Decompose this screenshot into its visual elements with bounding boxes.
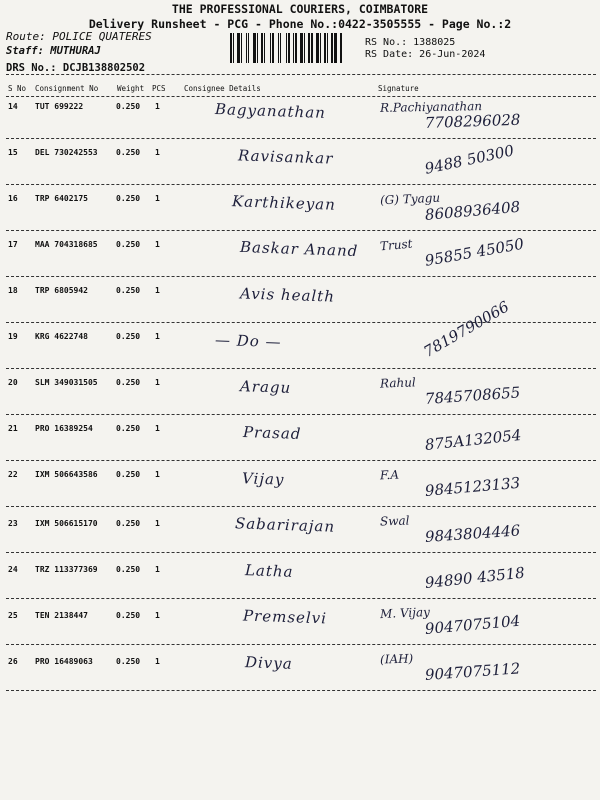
row-sno: 18 — [8, 286, 18, 295]
row-weight: 0.250 — [116, 565, 141, 574]
barcode-bar — [253, 33, 256, 63]
rs-date: RS Date: 26-Jun-2024 — [365, 49, 486, 60]
barcode-bar — [235, 33, 236, 63]
route-label: Route: POLICE QUATERES — [6, 30, 152, 43]
row-consignee-handwriting: Sabarirajan — [234, 514, 336, 536]
drs-number: DRS No.: DCJB138802502 — [6, 62, 146, 74]
row-consignment-no: IXM 506643586 — [35, 470, 98, 479]
barcode-bar — [329, 33, 330, 63]
row-weight: 0.250 — [116, 148, 141, 157]
row-pcs: 1 — [155, 611, 160, 620]
row-sno: 26 — [8, 657, 18, 666]
row-sno: 25 — [8, 611, 18, 620]
barcode-bar — [338, 33, 339, 63]
barcode-bar — [327, 33, 328, 63]
row-sno: 23 — [8, 519, 18, 528]
row-divider — [6, 644, 596, 645]
barcode-bar — [233, 33, 234, 63]
row-consignment-no: TRP 6402175 — [35, 194, 88, 203]
staff-label: Staff: MUTHURAJ — [6, 45, 101, 57]
barcode-bar — [286, 33, 287, 63]
barcode-bar — [293, 33, 294, 63]
col-header-pcs: PCS — [152, 84, 166, 93]
row-phone-handwriting: 875A132054 — [424, 425, 523, 454]
row-divider — [6, 138, 596, 139]
barcode-bar — [324, 33, 326, 63]
row-phone-handwriting: 7708296028 — [424, 110, 521, 132]
row-consignment-no: IXM 506615170 — [35, 519, 98, 528]
row-weight: 0.250 — [116, 286, 141, 295]
row-consignee-handwriting: Latha — [244, 561, 294, 581]
col-header-consignee: Consignee Details — [184, 84, 261, 93]
header-divider-bottom — [6, 96, 596, 97]
barcode-bar — [334, 33, 337, 63]
barcode-bar — [282, 33, 285, 63]
row-consignee-handwriting: Divya — [244, 653, 294, 673]
row-consignee-handwriting: — Do — — [214, 330, 282, 352]
barcode-bar — [280, 33, 281, 63]
col-header-weight: Weight — [117, 84, 145, 93]
row-consignment-no: DEL 730242553 — [35, 148, 98, 157]
barcode-bar — [272, 33, 274, 63]
barcode-bar — [243, 33, 245, 63]
row-sno: 22 — [8, 470, 18, 479]
row-divider — [6, 322, 596, 323]
row-divider — [6, 690, 596, 691]
row-consignment-no: KRG 4622748 — [35, 332, 88, 341]
row-phone-handwriting: 8608936408 — [424, 197, 521, 224]
barcode-bar — [246, 33, 247, 63]
col-header-signature: Signature — [378, 84, 419, 93]
row-consignment-no: TUT 699222 — [35, 102, 84, 111]
row-signature: Swal — [379, 513, 410, 529]
barcode-bar — [257, 33, 258, 63]
barcode-bar — [230, 33, 232, 63]
row-consignee-handwriting: Karthikeyan — [231, 192, 337, 214]
row-signature: Trust — [379, 236, 414, 254]
row-divider — [6, 414, 596, 415]
row-signature: (G) Tyagu — [379, 190, 441, 208]
col-header-consignment: Consignment No — [35, 84, 99, 93]
row-consignment-no: PRO 16389254 — [35, 424, 93, 433]
row-phone-handwriting: 7819790066 — [420, 297, 513, 361]
barcode-bar — [261, 33, 263, 63]
row-pcs: 1 — [155, 378, 160, 387]
barcode-bar — [300, 33, 303, 63]
row-consignment-no: TRP 6805942 — [35, 286, 88, 295]
barcode-bar — [291, 33, 292, 63]
row-phone-handwriting: 95855 45050 — [423, 234, 526, 270]
barcode-bar — [259, 33, 260, 63]
barcode-bar — [314, 33, 315, 63]
barcode-bar — [270, 33, 271, 63]
barcode-bar — [308, 33, 310, 63]
barcode-bar — [311, 33, 313, 63]
barcode-bar — [288, 33, 290, 63]
barcode-bar — [241, 33, 242, 63]
row-pcs: 1 — [155, 424, 160, 433]
row-consignment-no: TRZ 113377369 — [35, 565, 98, 574]
row-consignment-no: MAA 704318685 — [35, 240, 98, 249]
row-pcs: 1 — [155, 148, 160, 157]
barcode-bar — [250, 33, 252, 63]
row-phone-handwriting: 94890 43518 — [424, 563, 526, 592]
row-weight: 0.250 — [116, 519, 141, 528]
row-pcs: 1 — [155, 332, 160, 341]
row-pcs: 1 — [155, 102, 160, 111]
row-weight: 0.250 — [116, 424, 141, 433]
row-consignment-no: PRO 16489063 — [35, 657, 93, 666]
barcode-bar — [298, 33, 299, 63]
row-weight: 0.250 — [116, 611, 141, 620]
header-divider-top — [6, 74, 596, 75]
row-weight: 0.250 — [116, 470, 141, 479]
row-divider — [6, 276, 596, 277]
row-sno: 19 — [8, 332, 18, 341]
row-consignee-handwriting: Baskar Anand — [239, 237, 359, 261]
row-consignee-handwriting: Aragu — [239, 377, 292, 397]
row-divider — [6, 552, 596, 553]
runsheet-subtitle: Delivery Runsheet - PCG - Phone No.:0422-3505555 - Page No.:2 — [88, 17, 512, 31]
row-consignment-no: SLM 349031505 — [35, 378, 98, 387]
row-divider — [6, 230, 596, 231]
barcode-bar — [237, 33, 240, 63]
runsheet-title: THE PROFESSIONAL COURIERS, COIMBATORE — [171, 2, 429, 16]
barcode-bar — [316, 33, 319, 63]
row-pcs: 1 — [155, 565, 160, 574]
row-phone-handwriting: 7845708655 — [424, 383, 521, 408]
row-consignee-handwriting: Ravisankar — [237, 146, 334, 168]
row-pcs: 1 — [155, 470, 160, 479]
row-sno: 20 — [8, 378, 18, 387]
row-divider — [6, 506, 596, 507]
barcode-bar — [340, 33, 342, 63]
row-weight: 0.250 — [116, 332, 141, 341]
row-sno: 16 — [8, 194, 18, 203]
row-phone-handwriting: 9845123133 — [424, 473, 521, 500]
row-pcs: 1 — [155, 194, 160, 203]
row-sno: 17 — [8, 240, 18, 249]
barcode-bar — [278, 33, 279, 63]
barcode-bar — [266, 33, 269, 63]
row-signature: M. Vijay — [379, 604, 431, 622]
rs-number: RS No.: 1388025 — [365, 37, 456, 48]
barcode-bar — [306, 33, 307, 63]
row-weight: 0.250 — [116, 102, 141, 111]
row-pcs: 1 — [155, 240, 160, 249]
barcode-bar — [295, 33, 297, 63]
row-divider — [6, 598, 596, 599]
row-signature: R.Pachiyanathan — [379, 99, 483, 115]
col-header-sno: S No — [8, 84, 27, 93]
row-signature: (IAH) — [379, 651, 414, 667]
row-weight: 0.250 — [116, 657, 141, 666]
row-divider — [6, 184, 596, 185]
row-phone-handwriting: 9047075112 — [424, 659, 521, 684]
row-sno: 21 — [8, 424, 18, 433]
row-consignee-handwriting: Avis health — [239, 284, 336, 306]
row-pcs: 1 — [155, 519, 160, 528]
row-divider — [6, 368, 596, 369]
row-weight: 0.250 — [116, 240, 141, 249]
row-pcs: 1 — [155, 286, 160, 295]
barcode-image — [230, 33, 358, 63]
row-phone-handwriting: 9488 50300 — [423, 141, 516, 178]
barcode-bar — [320, 33, 321, 63]
row-consignment-no: TEN 2138447 — [35, 611, 88, 620]
barcode-bar — [304, 33, 305, 63]
row-phone-handwriting: 9843804446 — [424, 521, 521, 546]
row-sno: 15 — [8, 148, 18, 157]
row-phone-handwriting: 9047075104 — [424, 611, 521, 638]
row-consignee-handwriting: Prasad — [242, 422, 302, 444]
row-sno: 14 — [8, 102, 18, 111]
row-signature: Rahul — [379, 375, 416, 391]
row-weight: 0.250 — [116, 378, 141, 387]
row-weight: 0.250 — [116, 194, 141, 203]
row-signature: F.A — [379, 467, 400, 483]
barcode-bar — [248, 33, 249, 63]
row-sno: 24 — [8, 565, 18, 574]
row-pcs: 1 — [155, 657, 160, 666]
barcode-bar — [264, 33, 265, 63]
row-divider — [6, 460, 596, 461]
barcode-bar — [322, 33, 323, 63]
barcode-bar — [331, 33, 333, 63]
row-consignee-handwriting: Vijay — [241, 469, 285, 489]
row-consignee-handwriting: Bagyanathan — [214, 100, 327, 122]
row-consignee-handwriting: Premselvi — [242, 606, 328, 628]
barcode-bar — [275, 33, 277, 63]
